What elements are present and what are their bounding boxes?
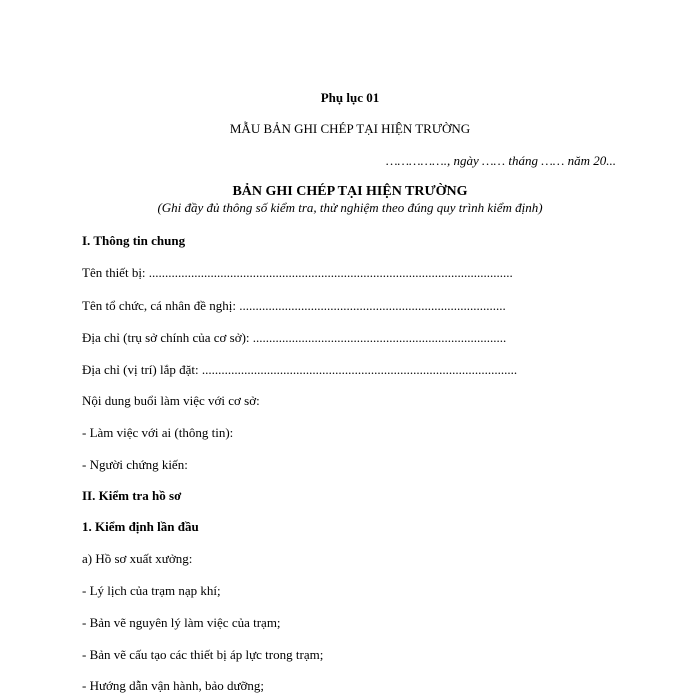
list-item: - Hướng dẫn vận hành, bảo dưỡng; — [82, 678, 264, 693]
document-title: BẢN GHI CHÉP TẠI HIỆN TRƯỜNG — [232, 184, 468, 199]
list-item: - Bản vẽ nguyên lý làm việc của trạm; — [82, 615, 281, 630]
list-item: - Bản vẽ cấu tạo các thiết bị áp lực trong trạm; — [82, 647, 324, 662]
section-heading-record-check: II. Kiểm tra hồ sơ — [82, 488, 182, 503]
field-meeting-content: Nội dung buổi làm việc với cơ sở: — [82, 393, 260, 408]
field-worked-with: - Làm việc với ai (thông tin): — [82, 425, 234, 440]
document-subtitle: (Ghi đầy đủ thông số kiểm tra, thử nghiệm theo đúng quy trình kiểm định) — [157, 200, 543, 215]
place-date-line: ……………., ngày …… tháng …… năm 20... — [385, 153, 616, 168]
field-headquarters-address: Địa chỉ (trụ sở chính của cơ sở): .............................................................................. — [82, 330, 507, 345]
subsection-heading-first-inspection: 1. Kiểm định lần đầu — [82, 519, 199, 534]
list-item: a) Hồ sơ xuất xưởng: — [82, 551, 193, 566]
form-title: MẪU BẢN GHI CHÉP TẠI HIỆN TRƯỜNG — [229, 121, 471, 136]
field-witness: - Người chứng kiến: — [82, 457, 188, 472]
section-heading-general-info: I. Thông tin chung — [82, 233, 186, 248]
appendix-label: Phụ lục 01 — [320, 90, 380, 105]
list-item: - Lý lịch của trạm nạp khí; — [82, 583, 221, 598]
field-device-name: Tên thiết bị: ................................................................................................................ — [82, 265, 513, 280]
field-requesting-organization: Tên tổ chức, cá nhân đề nghị: .................................................................................. — [82, 298, 506, 313]
field-installation-address: Địa chỉ (vị trí) lắp đặt: ................................................................................................. — [82, 362, 518, 377]
